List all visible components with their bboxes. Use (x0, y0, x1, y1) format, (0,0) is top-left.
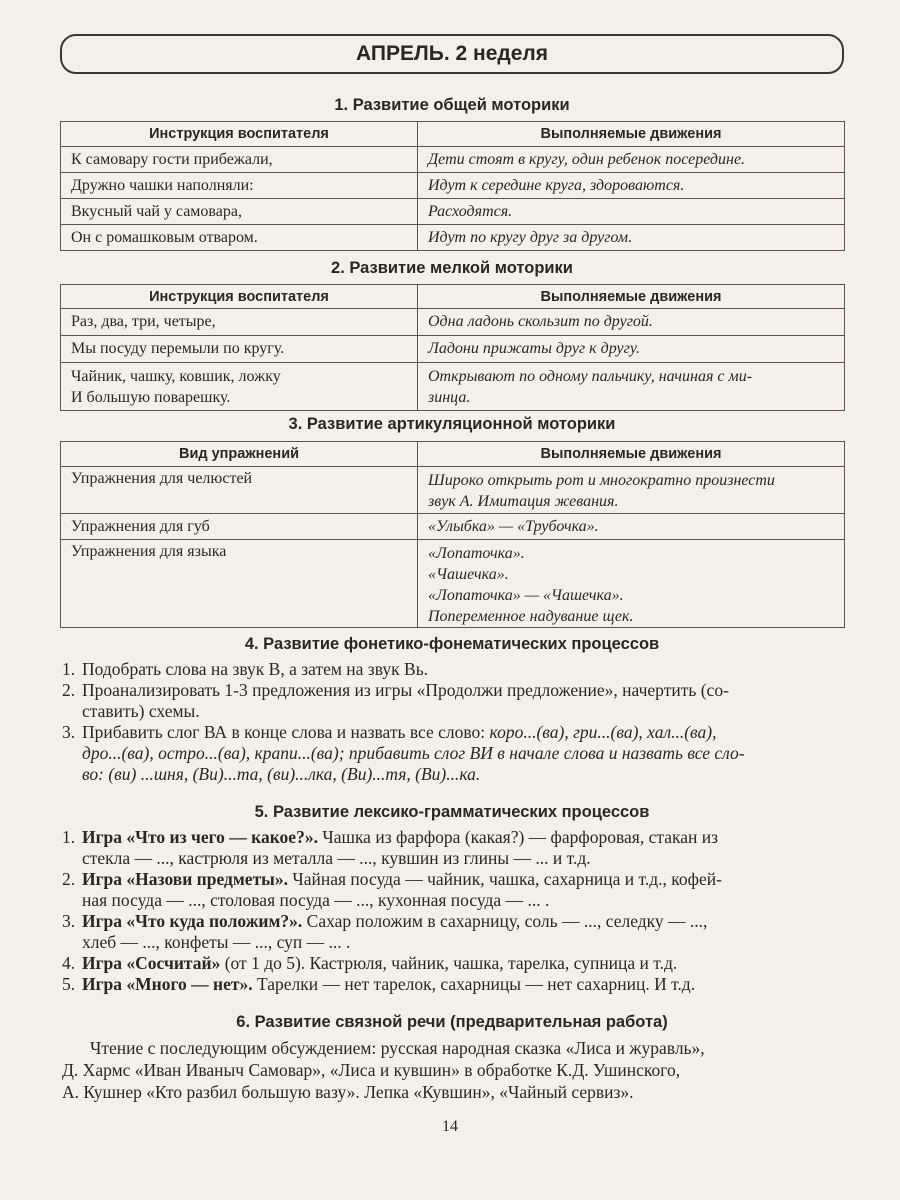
table-cell (418, 363, 845, 411)
item-text: Сахар положим в сахарницу, соль — ..., селедку — ..., (302, 911, 708, 931)
item-text: (от 1 до 5). Кастрюля, чайник, чашка, тарелка, супница и т.д. (220, 953, 678, 973)
section-6-heading: 6. Развитие связной речи (предварительная работа) (236, 1013, 668, 1031)
item-text: во: (ви) ...шня, (Ви)...та, (ви)...лка, (Ви)...тя, (Ви)...ка. (82, 764, 481, 784)
table-cell: Упражнения для губ (61, 514, 418, 540)
table-cell: К самовару гости прибежали, (61, 147, 418, 173)
lexical-list (62, 827, 844, 995)
item-text: ная посуда — ..., столовая посуда — ..., кухонная посуда — ... . (82, 890, 550, 910)
item-number: 2. (62, 680, 76, 700)
game-name: Игра «Много — нет». (82, 974, 253, 994)
item-text: Проанализировать 1-3 предложения из игры «Продолжи предложение», начертить (со- (82, 680, 729, 700)
cell-line: И большую поварешку. (71, 389, 231, 406)
table-row (61, 199, 845, 225)
list-item (62, 869, 844, 911)
item-text: стекла — ..., кастрюля из металла — ..., кувшин из глины — ... и т.д. (82, 848, 591, 868)
item-text: хлеб — ..., конфеты — ..., суп — ... . (82, 932, 351, 952)
section-1-heading: 1. Развитие общей моторики (334, 96, 570, 114)
table-cell (418, 467, 845, 514)
page-number: 14 (442, 1118, 458, 1135)
game-name: Игра «Что из чего — какое?». (82, 827, 318, 847)
list-item (62, 911, 844, 953)
item-text: Подобрать слова на звук В, а затем на звук Вь. (82, 659, 429, 679)
section-4-heading: 4. Развитие фонетико-фонематических процессов (244, 635, 660, 653)
table-cell: Мы посуду перемыли по кругу. (61, 336, 418, 363)
table-cell: Вкусный чай у самовара, (61, 199, 418, 225)
connected-speech-paragraph (62, 1037, 844, 1103)
item-number: 3. (62, 911, 76, 931)
column-header: Вид упражнений (61, 442, 418, 467)
item-number: 5. (62, 974, 76, 994)
cell-line: «Лопаточка». (428, 545, 525, 562)
item-text: ставить) схемы. (82, 701, 200, 721)
table-row (61, 147, 845, 173)
articulation-table (60, 441, 845, 628)
item-text: коро...(ва), гри...(ва), хал...(ва), (489, 722, 717, 742)
paragraph-line: А. Кушнер «Кто разбил большую вазу». Лепка «Кувшин», «Чайный сервиз». (62, 1082, 634, 1102)
table-cell: Он с ромашковым отваром. (61, 225, 418, 251)
fine-motor-table (60, 284, 845, 411)
item-number: 2. (62, 869, 76, 889)
section-3-heading: 3. Развитие артикуляционной моторики (288, 415, 616, 433)
cell-line: Чайник, чашку, ковшик, ложку (71, 368, 281, 385)
paragraph-line: Чтение с последующим обсуждением: русская народная сказка «Лиса и журавль», (90, 1038, 705, 1058)
cell-line: «Чашечка». (428, 566, 509, 583)
cell-line: Открывают по одному пальчику, начиная с ми- (428, 368, 753, 385)
table-cell: «Улыбка» — «Трубочка». (418, 514, 845, 540)
list-item (62, 953, 844, 974)
item-text: Тарелки — нет тарелок, сахарницы — нет сахарниц. И т.д. (252, 974, 696, 994)
table-row (61, 363, 845, 411)
general-motor-table (60, 121, 845, 251)
cell-line: Широко открыть рот и многократно произнести (428, 472, 775, 489)
item-number: 4. (62, 953, 76, 973)
table-cell: Ладони прижаты друг к другу. (418, 336, 845, 363)
item-number: 1. (62, 659, 76, 679)
cell-line: Попеременное надувание щек. (428, 608, 634, 625)
item-text: Прибавить слог ВА в конце слова и назвать все слово: (82, 722, 490, 742)
list-item (62, 659, 844, 680)
item-text: Чашка из фарфора (какая?) — фарфоровая, стакан из (317, 827, 719, 847)
item-text: дро...(ва), остро...(ва), крапи...(ва); прибавить слог ВИ в начале слова и назвать все сло- (82, 743, 745, 763)
table-row (61, 173, 845, 199)
table-cell: Упражнения для языка (61, 540, 418, 628)
item-number: 1. (62, 827, 76, 847)
column-header: Выполняемые движения (418, 122, 845, 147)
list-item (62, 722, 844, 785)
table-cell (418, 540, 845, 628)
item-text: Чайная посуда — чайник, чашка, сахарница и т.д., кофей- (287, 869, 722, 889)
column-header: Выполняемые движения (418, 285, 845, 309)
cell-line: зинца. (428, 389, 471, 406)
column-header: Инструкция воспитателя (61, 285, 418, 309)
table-row (61, 514, 845, 540)
table-cell (61, 363, 418, 411)
table-row (61, 225, 845, 251)
table-row (61, 336, 845, 363)
item-number: 3. (62, 722, 76, 742)
cell-line: «Лопаточка» — «Чашечка». (428, 587, 624, 604)
list-item (62, 827, 844, 869)
paragraph-line: Д. Хармс «Иван Иваныч Самовар», «Лиса и кувшин» в обработке К.Д. Ушинского, (62, 1060, 681, 1080)
list-item (62, 680, 844, 722)
column-header: Выполняемые движения (418, 442, 845, 467)
table-cell: Упражнения для челюстей (61, 467, 418, 514)
table-cell: Одна ладонь скользит по другой. (418, 309, 845, 336)
section-2-heading: 2. Развитие мелкой моторики (331, 259, 573, 277)
table-row (61, 467, 845, 514)
section-5-heading: 5. Развитие лексико-грамматических процессов (254, 803, 650, 821)
page-title: АПРЕЛЬ. 2 неделя (60, 34, 844, 74)
table-cell: Идут к середине круга, здороваются. (418, 173, 845, 199)
table-cell: Расходятся. (418, 199, 845, 225)
list-item (62, 974, 844, 995)
phonetic-list (62, 659, 844, 785)
column-header: Инструкция воспитателя (61, 122, 418, 147)
table-cell: Раз, два, три, четыре, (61, 309, 418, 336)
table-cell: Дружно чашки наполняли: (61, 173, 418, 199)
table-cell: Дети стоят в кругу, один ребенок посередине. (418, 147, 845, 173)
table-row (61, 309, 845, 336)
game-name: Игра «Назови предметы». (82, 869, 288, 889)
cell-line: звук А. Имитация жевания. (428, 493, 619, 510)
game-name: Игра «Что куда положим?». (82, 911, 303, 931)
game-name: Игра «Сосчитай» (82, 953, 221, 973)
table-row (61, 540, 845, 628)
table-cell: Идут по кругу друг за другом. (418, 225, 845, 251)
